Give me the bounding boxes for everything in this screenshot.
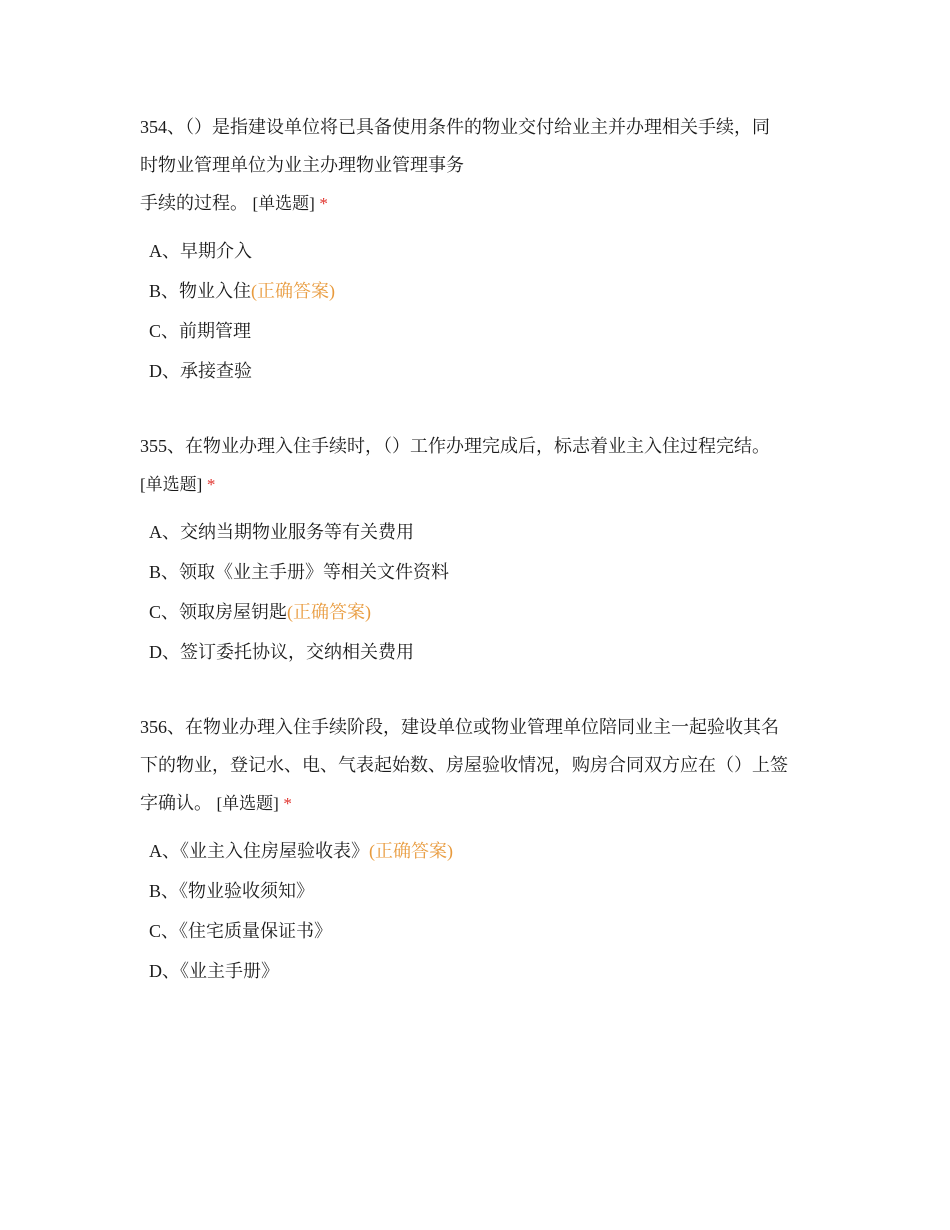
option-a[interactable] — [149, 512, 820, 552]
option-c[interactable] — [149, 592, 820, 632]
option-d[interactable] — [149, 951, 820, 991]
option-label: B、领取《业主手册》等相关文件资料 — [149, 562, 450, 582]
option-label: D、签订委托协议，交纳相关费用 — [149, 642, 414, 662]
question-spacer — [140, 391, 820, 427]
option-label: D、承接查验 — [149, 361, 252, 381]
question-355 — [140, 427, 820, 672]
required-asterisk: * — [319, 194, 328, 213]
question-line — [140, 184, 820, 223]
option-label: A、《业主入住房屋验收表》 — [149, 841, 369, 861]
required-asterisk: * — [283, 794, 292, 813]
option-list — [140, 831, 820, 991]
question-line — [140, 784, 820, 823]
question-spacer — [140, 672, 820, 708]
question-line: 356、在物业办理入住手续阶段，建设单位或物业管理单位陪同业主一起验收其名 — [140, 717, 779, 737]
question-stem — [140, 708, 820, 823]
question-line-text: 字确认。 — [140, 793, 212, 813]
option-list — [140, 512, 820, 672]
question-type-label: [单选题] — [140, 475, 203, 494]
option-c[interactable] — [149, 911, 820, 951]
option-b[interactable] — [149, 271, 820, 311]
option-a[interactable] — [149, 231, 820, 271]
option-list — [140, 231, 820, 391]
question-line: 下的物业，登记水、电、气表起始数、房屋验收情况，购房合同双方应在（）上签 — [140, 755, 788, 775]
question-line: 355、在物业办理入住手续时，（）工作办理完成后，标志着业主入住过程完结。 — [140, 436, 770, 456]
option-label: D、《业主手册》 — [149, 961, 279, 981]
correct-answer-tag: (正确答案) — [251, 281, 336, 301]
option-d[interactable] — [149, 351, 820, 391]
option-label: A、交纳当期物业服务等有关费用 — [149, 522, 414, 542]
option-label: C、前期管理 — [149, 321, 252, 341]
question-type-label: [单选题] — [252, 194, 315, 213]
correct-answer-tag: (正确答案) — [369, 841, 453, 861]
question-line: 时物业管理单位为业主办理物业管理事务 — [140, 155, 464, 175]
option-label: B、《物业验收须知》 — [149, 881, 315, 901]
question-line — [140, 465, 820, 504]
option-label: C、《住宅质量保证书》 — [149, 921, 333, 941]
option-label: B、物业入住 — [149, 281, 252, 301]
question-356 — [140, 708, 820, 991]
question-354 — [140, 108, 820, 391]
option-d[interactable] — [149, 632, 820, 672]
question-line-text: 手续的过程。 — [140, 193, 248, 213]
question-list — [140, 108, 820, 991]
question-line: 354、（）是指建设单位将已具备使用条件的物业交付给业主并办理相关手续，同 — [140, 117, 770, 137]
option-a[interactable] — [149, 831, 820, 871]
option-label: C、领取房屋钥匙 — [149, 602, 288, 622]
option-c[interactable] — [149, 311, 820, 351]
question-stem — [140, 108, 820, 223]
option-label: A、早期介入 — [149, 241, 252, 261]
required-asterisk: * — [206, 475, 216, 494]
option-b[interactable] — [149, 552, 820, 592]
question-stem — [140, 427, 820, 504]
option-b[interactable] — [149, 871, 820, 911]
correct-answer-tag: (正确答案) — [287, 602, 372, 622]
question-type-label: [单选题] — [216, 794, 279, 813]
